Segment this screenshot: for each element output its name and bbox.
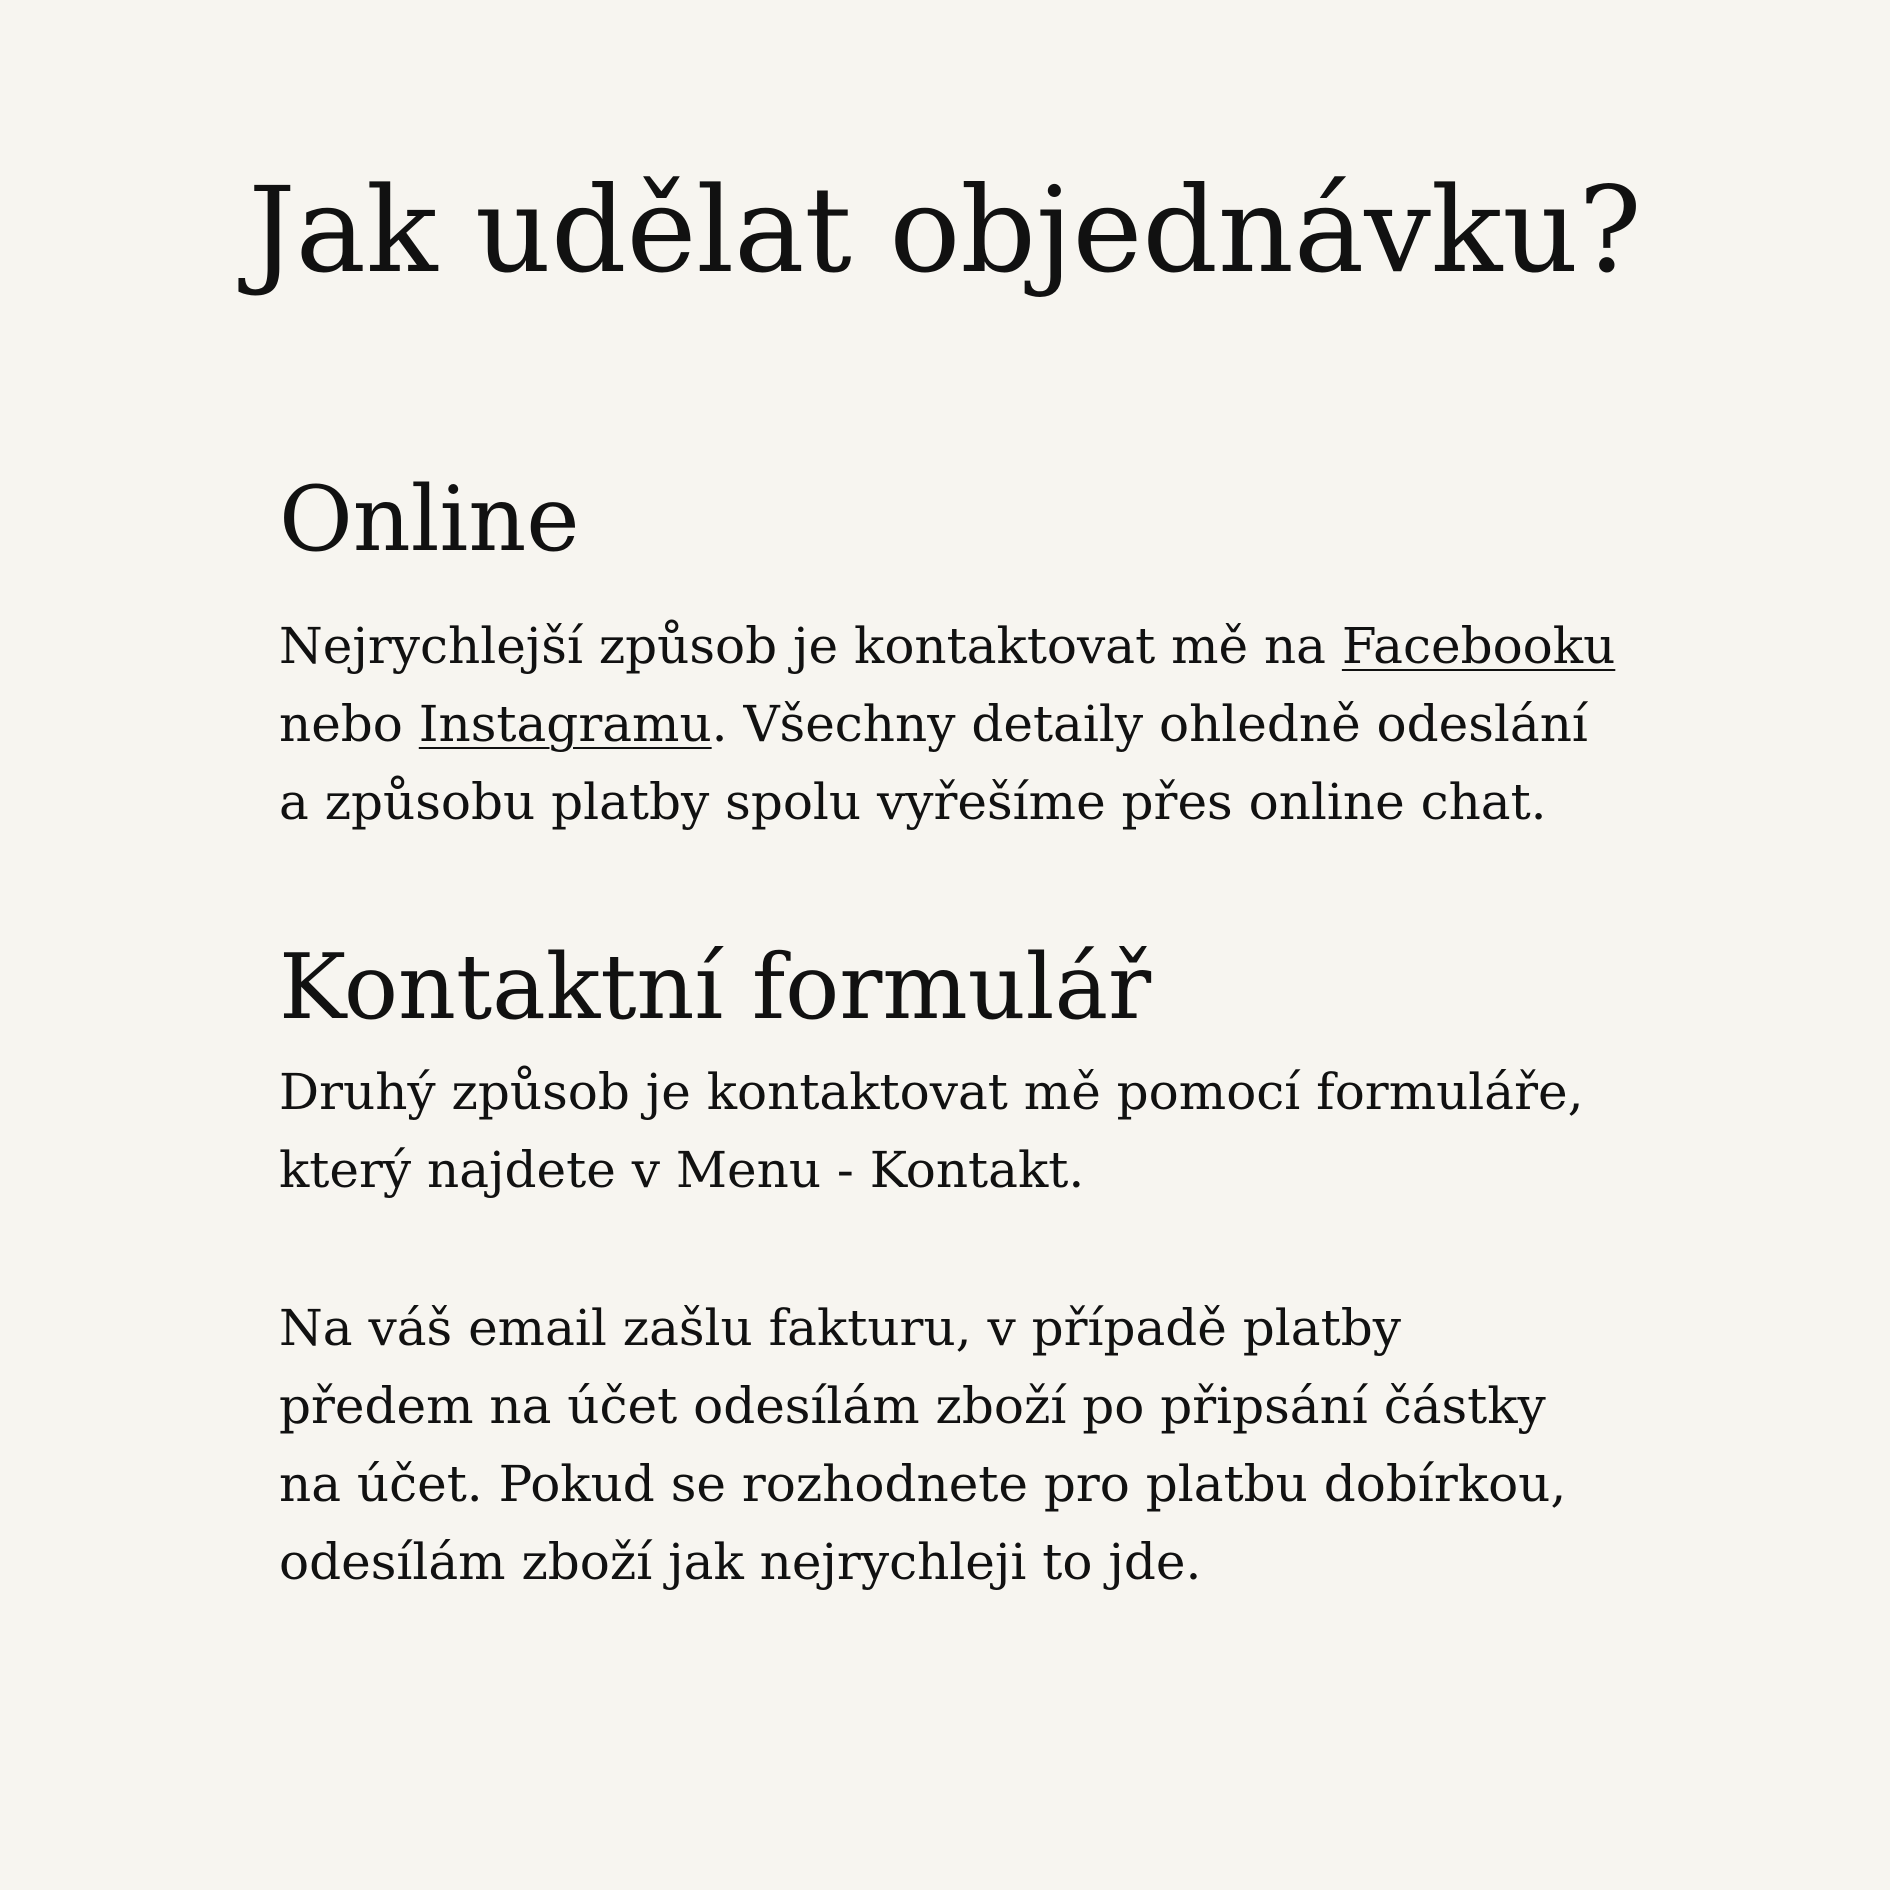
contact-form-paragraph — [279, 1053, 1699, 1209]
contact-form-heading: Kontaktní formulář — [279, 935, 1152, 1040]
online-line-2-prefix: nebo — [279, 695, 419, 753]
contact-form-line-2: který najdete v Menu - Kontakt. — [279, 1141, 1085, 1199]
invoice-line-1: Na váš email zašlu fakturu, v případě platby — [279, 1299, 1401, 1357]
instagram-link[interactable]: Instagramu — [418, 695, 712, 753]
invoice-line-3: na účet. Pokud se rozhodnete pro platbu dobírkou, — [279, 1455, 1567, 1513]
page-title: Jak udělat objednávku? — [248, 161, 1642, 299]
contact-form-line-1: Druhý způsob je kontaktovat mě pomocí formuláře, — [279, 1063, 1584, 1121]
online-line-1-text: Nejrychlejší způsob je kontaktovat mě na — [279, 617, 1342, 675]
contact-form-section — [279, 933, 1699, 1601]
facebook-link[interactable]: Facebooku — [1341, 617, 1616, 675]
online-line-3: a způsobu platby spolu vyřešíme přes online chat. — [279, 773, 1547, 831]
online-section — [279, 465, 1699, 841]
invoice-line-2: předem na účet odesílám zboží po připsání částky — [279, 1377, 1546, 1435]
online-line-2-suffix: . Všechny detaily ohledně odeslání — [711, 695, 1588, 753]
online-line-2 — [279, 685, 1699, 763]
online-paragraph — [279, 607, 1699, 841]
online-heading: Online — [279, 467, 580, 572]
online-line-1 — [279, 607, 1699, 685]
content — [279, 465, 1699, 1601]
invoice-line-4: odesílám zboží jak nejrychleji to jde. — [279, 1533, 1202, 1591]
invoice-paragraph — [279, 1289, 1699, 1601]
